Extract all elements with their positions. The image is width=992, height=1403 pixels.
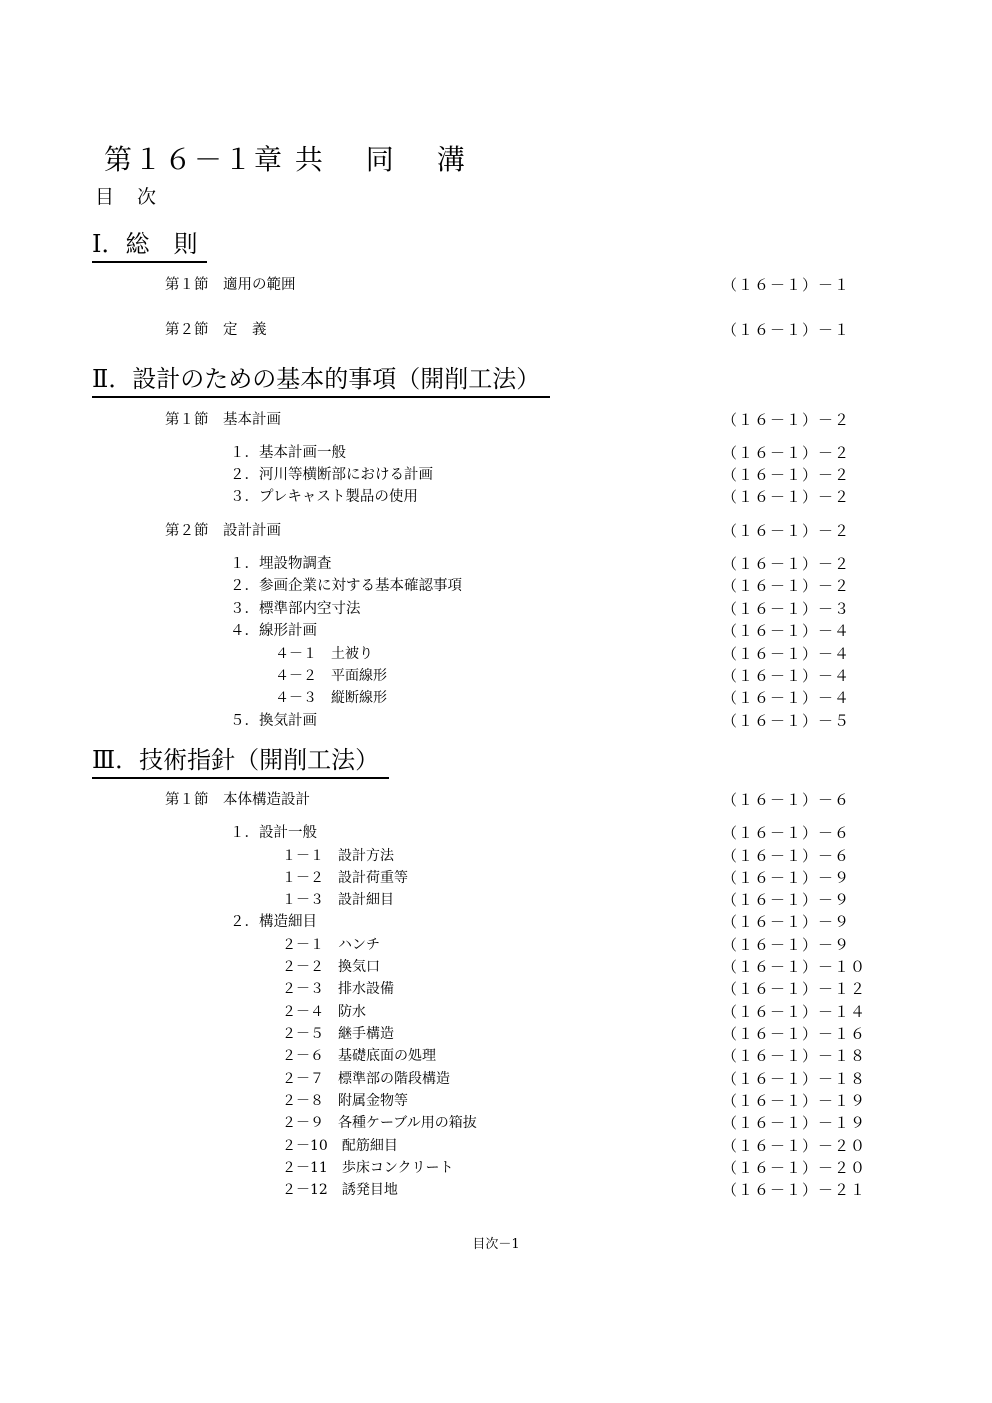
toc-entry-page: （１６－１）－１８	[722, 1070, 867, 1088]
page-footer: 目次－1	[472, 1237, 520, 1252]
section-heading-text: Ⅰ．総 則	[92, 224, 207, 263]
section-heading-text: Ⅲ．技術指針（開削工法）	[92, 740, 389, 779]
toc-entry-label: ４．線形計画	[230, 623, 317, 639]
toc-entry-label: 第１節 本体構造設計	[165, 792, 310, 808]
toc-entry-page: （１６－１）－５	[722, 712, 851, 730]
toc-entry-label: ２－３ 排水設備	[282, 981, 394, 997]
toc-entry[interactable]	[0, 620, 992, 642]
toc-entry-label: ２－９ 各種ケーブル用の箱抜	[282, 1115, 477, 1131]
toc-entry[interactable]	[0, 822, 992, 844]
toc-entry[interactable]	[0, 665, 992, 687]
section-heading	[92, 359, 550, 398]
toc-entry-label: １－１ 設計方法	[282, 848, 394, 864]
toc-entry-page: （１６－１）－１０	[722, 958, 867, 976]
toc-entry-page: （１６－１）－１２	[722, 980, 867, 998]
toc-entry-page: （１６－１）－１９	[722, 1092, 867, 1110]
toc-entry[interactable]	[0, 520, 992, 542]
toc-entry-label: ２－４ 防水	[282, 1004, 366, 1020]
toc-entry-label: １．設計一般	[230, 825, 317, 841]
toc-entry[interactable]	[0, 319, 992, 341]
toc-entry[interactable]	[0, 575, 992, 597]
toc-entry-page: （１６－１）－１	[722, 276, 851, 294]
toc-entry-label: １－２ 設計荷重等	[282, 870, 408, 886]
toc-entry[interactable]	[0, 1001, 992, 1023]
toc-entry[interactable]	[0, 1068, 992, 1090]
toc-heading: 目 次	[95, 186, 159, 208]
toc-entry-page: （１６－１）－１９	[722, 1114, 867, 1132]
toc-entry-label: ３．プレキャスト製品の使用	[230, 489, 418, 505]
toc-entry-page: （１６－１）－１６	[722, 1025, 867, 1043]
toc-entry-page: （１６－１）－２１	[722, 1181, 867, 1199]
toc-entry[interactable]	[0, 486, 992, 508]
toc-entry-page: （１６－１）－６	[722, 791, 851, 809]
toc-entry-page: （１６－１）－２	[722, 555, 851, 573]
toc-entry-label: １．基本計画一般	[230, 445, 346, 461]
toc-entry-label: 第１節 基本計画	[165, 412, 281, 428]
toc-entry-label: ２．河川等横断部における計画	[230, 467, 433, 483]
toc-entry-label: 第２節 定 義	[165, 322, 267, 338]
toc-entry-page: （１６－１）－２	[722, 444, 851, 462]
toc-entry-label: ２－７ 標準部の階段構造	[282, 1071, 450, 1087]
toc-entry[interactable]	[0, 553, 992, 575]
toc-entry-label: ２－11 歩床コンクリート	[282, 1160, 454, 1176]
toc-entry[interactable]	[0, 867, 992, 889]
toc-entry-page: （１６－１）－３	[722, 600, 851, 618]
toc-entry-page: （１６－１）－９	[722, 891, 851, 909]
toc-entry-label: １－３ 設計細目	[282, 892, 394, 908]
toc-entry[interactable]	[0, 687, 992, 709]
toc-entry[interactable]	[0, 1023, 992, 1045]
toc-entry[interactable]	[0, 710, 992, 732]
toc-entry[interactable]	[0, 911, 992, 933]
toc-entry-page: （１６－１）－１	[722, 321, 851, 339]
toc-entry-label: ２－５ 継手構造	[282, 1026, 394, 1042]
toc-entry[interactable]	[0, 643, 992, 665]
toc-entry-label: ５．換気計画	[230, 713, 317, 729]
toc-entry-label: ４－１ 土被り	[275, 646, 373, 662]
toc-entry-label: ４－３ 縦断線形	[275, 690, 387, 706]
toc-entry-page: （１６－１）－６	[722, 847, 851, 865]
toc-entry-page: （１６－１）－９	[722, 913, 851, 931]
toc-entry-label: ２．参画企業に対する基本確認事項	[230, 578, 462, 594]
chapter-title: 第１６－１章 共 同 溝	[104, 143, 467, 176]
toc-entry-page: （１６－１）－２０	[722, 1159, 867, 1177]
toc-entry-label: ２．構造細目	[230, 914, 317, 930]
toc-entry-page: （１６－１）－２	[722, 577, 851, 595]
toc-entry-page: （１６－１）－１４	[722, 1003, 867, 1021]
toc-entry-page: （１６－１）－２０	[722, 1137, 867, 1155]
toc-entry-label: ２－１ ハンチ	[282, 937, 380, 953]
toc-entry[interactable]	[0, 789, 992, 811]
toc-entry[interactable]	[0, 598, 992, 620]
section-heading	[92, 224, 207, 263]
toc-entry-page: （１６－１）－２	[722, 488, 851, 506]
toc-entry[interactable]	[0, 1090, 992, 1112]
toc-entry-label: ２－12 誘発目地	[282, 1182, 398, 1198]
toc-entry-label: ２－８ 附属金物等	[282, 1093, 408, 1109]
toc-entry[interactable]	[0, 409, 992, 431]
toc-entry-page: （１６－１）－６	[722, 824, 851, 842]
toc-entry[interactable]	[0, 934, 992, 956]
section-heading-text: Ⅱ．設計のための基本的事項（開削工法）	[92, 359, 550, 398]
toc-entry-page: （１６－１）－１８	[722, 1047, 867, 1065]
toc-entry-label: ４－２ 平面線形	[275, 668, 387, 684]
toc-entry[interactable]	[0, 442, 992, 464]
toc-entry[interactable]	[0, 889, 992, 911]
toc-entry-label: 第２節 設計計画	[165, 523, 281, 539]
toc-entry[interactable]	[0, 1045, 992, 1067]
toc-entry-page: （１６－１）－４	[722, 622, 851, 640]
toc-entry[interactable]	[0, 978, 992, 1000]
toc-entry-page: （１６－１）－４	[722, 689, 851, 707]
section-heading	[92, 740, 389, 779]
toc-entry-page: （１６－１）－２	[722, 411, 851, 429]
toc-entry-label: ２－10 配筋細目	[282, 1138, 398, 1154]
toc-entry-label: ２－２ 換気口	[282, 959, 380, 975]
toc-entry[interactable]	[0, 274, 992, 296]
toc-entry[interactable]	[0, 464, 992, 486]
toc-entry-page: （１６－１）－２	[722, 466, 851, 484]
toc-entry[interactable]	[0, 1135, 992, 1157]
toc-entry-label: 第１節 適用の範囲	[165, 277, 296, 293]
toc-entry[interactable]	[0, 1157, 992, 1179]
toc-entry[interactable]	[0, 1112, 992, 1134]
toc-entry-label: ３．標準部内空寸法	[230, 601, 361, 617]
toc-entry-page: （１６－１）－４	[722, 645, 851, 663]
toc-entry-page: （１６－１）－９	[722, 936, 851, 954]
toc-entry-label: ２－６ 基礎底面の処理	[282, 1048, 436, 1064]
toc-entry[interactable]	[0, 1179, 992, 1201]
toc-entry[interactable]	[0, 845, 992, 867]
toc-entry-page: （１６－１）－４	[722, 667, 851, 685]
toc-entry-page: （１６－１）－２	[722, 522, 851, 540]
toc-entry-page: （１６－１）－９	[722, 869, 851, 887]
toc-entry[interactable]	[0, 956, 992, 978]
toc-entry-label: １．埋設物調査	[230, 556, 332, 572]
